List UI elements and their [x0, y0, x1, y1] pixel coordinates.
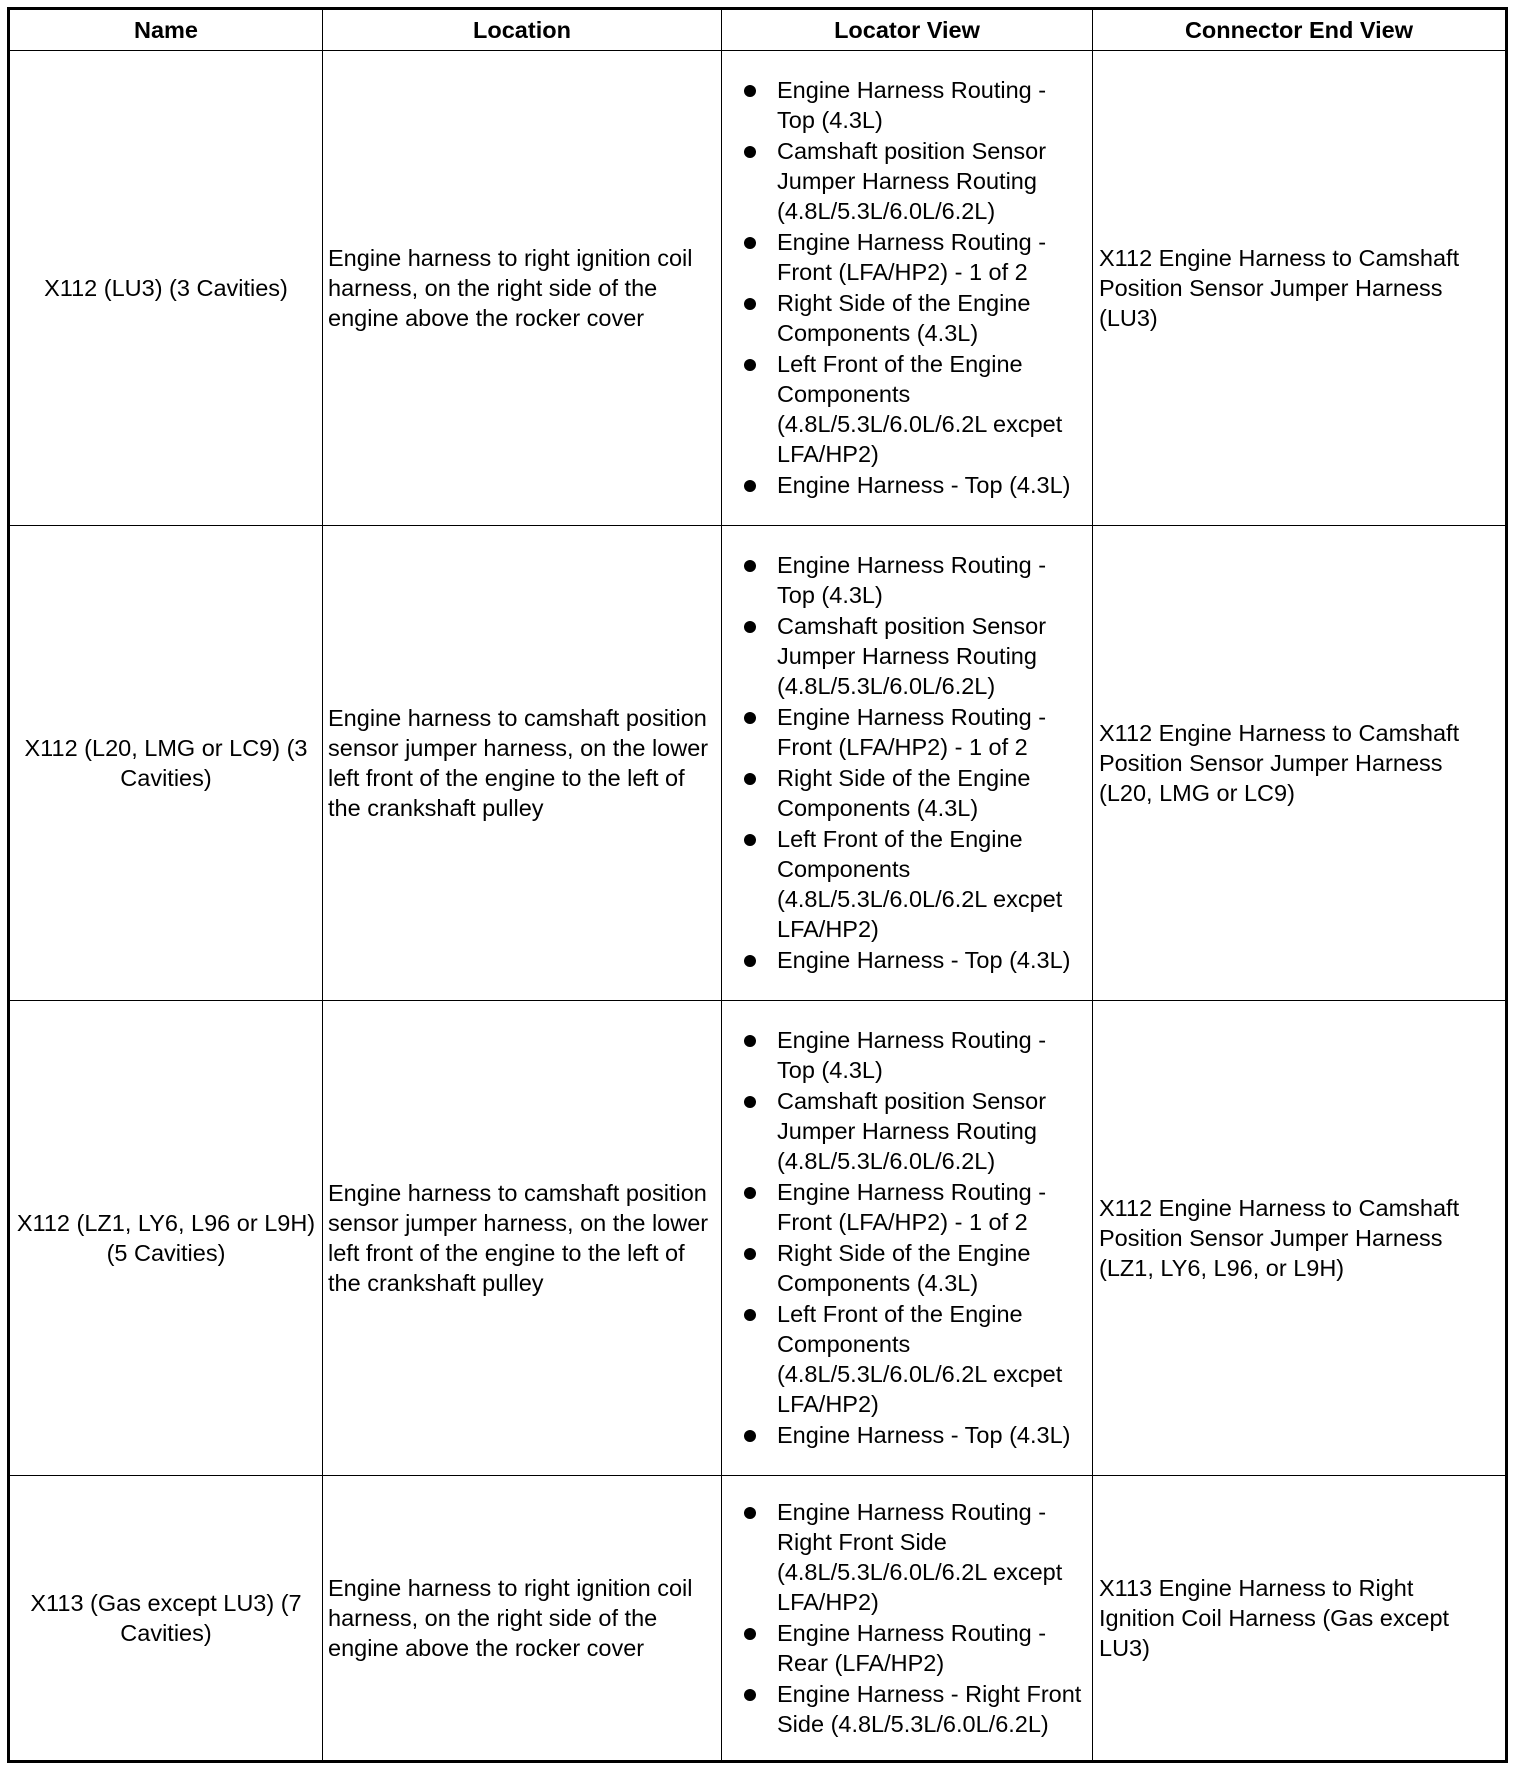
bullet-icon [744, 1035, 756, 1047]
locator-view-cell [722, 526, 1093, 1001]
locator-view-cell [722, 1001, 1093, 1476]
locator-view-item [722, 550, 1084, 610]
connector-table-sheet [7, 7, 1505, 1763]
connector-location-cell: Engine harness to camshaft position sensor jumper harness, on the lower left front of the engine to the left of the crankshaft pulley [323, 526, 722, 1001]
locator-view-list [722, 1497, 1084, 1739]
connector-end-view-cell: X112 Engine Harness to Camshaft Position Sensor Jumper Harness (L20, LMG or LC9) [1093, 526, 1507, 1001]
locator-view-text: Engine Harness Routing - Top (4.3L) [777, 552, 1047, 608]
table-body [9, 51, 1507, 1762]
bullet-icon [744, 1689, 756, 1701]
locator-view-cell [722, 51, 1093, 526]
bullet-icon [744, 480, 756, 492]
locator-view-text: Engine Harness Routing - Front (LFA/HP2) - 1 of 2 [777, 1179, 1047, 1235]
locator-view-text: Left Front of the Engine Components (4.8L/5.3L/6.0L/6.2L excpet LFA/HP2) [777, 826, 1063, 942]
bullet-icon [744, 1628, 756, 1640]
header-locator-view: Locator View [722, 9, 1093, 51]
locator-view-text: Engine Harness Routing - Top (4.3L) [777, 1027, 1047, 1083]
locator-view-text: Camshaft position Sensor Jumper Harness Routing (4.8L/5.3L/6.0L/6.2L) [777, 1088, 1047, 1174]
bullet-icon [744, 1096, 756, 1108]
locator-view-text: Engine Harness - Top (4.3L) [777, 1422, 1071, 1448]
locator-view-item [722, 1238, 1084, 1298]
locator-view-item [722, 1086, 1084, 1176]
connector-name-cell: X112 (L20, LMG or LC9) (3 Cavities) [9, 526, 323, 1001]
header-name: Name [9, 9, 323, 51]
connector-end-view-cell: X112 Engine Harness to Camshaft Position Sensor Jumper Harness (LU3) [1093, 51, 1507, 526]
connector-location-cell: Engine harness to right ignition coil harness, on the right side of the engine above the rocker cover [323, 51, 722, 526]
connector-name-cell: X113 (Gas except LU3) (7 Cavities) [9, 1476, 323, 1762]
bullet-icon [744, 1309, 756, 1321]
locator-view-text: Engine Harness - Right Front Side (4.8L/5.3L/6.0L/6.2L) [777, 1680, 1082, 1737]
header-row [9, 9, 1507, 51]
locator-view-text: Engine Harness Routing - Right Front Side (4.8L/5.3L/6.0L/6.2L except LFA/HP2) [777, 1498, 1063, 1615]
locator-view-item [722, 136, 1084, 226]
locator-view-text: Left Front of the Engine Components (4.8L/5.3L/6.0L/6.2L excpet LFA/HP2) [777, 1301, 1063, 1417]
locator-view-item [722, 763, 1084, 823]
locator-view-cell [722, 1476, 1093, 1762]
bullet-icon [744, 237, 756, 249]
locator-view-text: Engine Harness Routing - Rear (LFA/HP2) [777, 1619, 1047, 1676]
connector-name-cell: X112 (LU3) (3 Cavities) [9, 51, 323, 526]
locator-view-text: Right Side of the Engine Components (4.3L) [777, 765, 1031, 821]
header-location: Location [323, 9, 722, 51]
locator-view-text: Engine Harness Routing - Front (LFA/HP2) - 1 of 2 [777, 704, 1047, 760]
locator-view-item [722, 611, 1084, 701]
bullet-icon [744, 834, 756, 846]
bullet-icon [744, 298, 756, 310]
table-row [9, 526, 1507, 1001]
locator-view-list [722, 75, 1084, 500]
locator-view-text: Right Side of the Engine Components (4.3L) [777, 290, 1031, 346]
bullet-icon [744, 712, 756, 724]
bullet-icon [744, 85, 756, 97]
locator-view-list [722, 1025, 1084, 1450]
locator-view-item [722, 702, 1084, 762]
connector-name-cell: X112 (LZ1, LY6, L96 or L9H) (5 Cavities) [9, 1001, 323, 1476]
locator-view-item [722, 227, 1084, 287]
bullet-icon [744, 146, 756, 158]
connector-end-view-cell: X112 Engine Harness to Camshaft Position Sensor Jumper Harness (LZ1, LY6, L96, or L9H) [1093, 1001, 1507, 1476]
locator-view-item [722, 470, 1084, 500]
locator-view-text: Engine Harness Routing - Top (4.3L) [777, 77, 1047, 133]
bullet-icon [744, 1248, 756, 1260]
table-row [9, 1476, 1507, 1762]
locator-view-list [722, 550, 1084, 975]
locator-view-item [722, 1679, 1084, 1739]
locator-view-item [722, 945, 1084, 975]
locator-view-item [722, 349, 1084, 469]
bullet-icon [744, 560, 756, 572]
locator-view-text: Left Front of the Engine Components (4.8L/5.3L/6.0L/6.2L excpet LFA/HP2) [777, 351, 1063, 467]
locator-view-item [722, 288, 1084, 348]
locator-view-item [722, 824, 1084, 944]
locator-view-text: Camshaft position Sensor Jumper Harness Routing (4.8L/5.3L/6.0L/6.2L) [777, 138, 1047, 224]
locator-view-item [722, 1618, 1084, 1678]
bullet-icon [744, 1187, 756, 1199]
connector-end-view-cell: X113 Engine Harness to Right Ignition Coil Harness (Gas except LU3) [1093, 1476, 1507, 1762]
locator-view-item [722, 75, 1084, 135]
locator-view-text: Camshaft position Sensor Jumper Harness Routing (4.8L/5.3L/6.0L/6.2L) [777, 613, 1047, 699]
bullet-icon [744, 1507, 756, 1519]
bullet-icon [744, 1430, 756, 1442]
header-connector-end-view: Connector End View [1093, 9, 1507, 51]
bullet-icon [744, 359, 756, 371]
bullet-icon [744, 955, 756, 967]
locator-view-item [722, 1177, 1084, 1237]
locator-view-item [722, 1497, 1084, 1617]
locator-view-text: Engine Harness - Top (4.3L) [777, 472, 1071, 498]
locator-view-item [722, 1299, 1084, 1419]
bullet-icon [744, 773, 756, 785]
locator-view-item [722, 1420, 1084, 1450]
connector-table [7, 7, 1508, 1763]
locator-view-text: Right Side of the Engine Components (4.3L) [777, 1240, 1031, 1296]
connector-location-cell: Engine harness to right ignition coil harness, on the right side of the engine above the rocker cover [323, 1476, 722, 1762]
connector-location-cell: Engine harness to camshaft position sensor jumper harness, on the lower left front of the engine to the left of the crankshaft pulley [323, 1001, 722, 1476]
locator-view-item [722, 1025, 1084, 1085]
table-row [9, 51, 1507, 526]
locator-view-text: Engine Harness Routing - Front (LFA/HP2) - 1 of 2 [777, 229, 1047, 285]
locator-view-text: Engine Harness - Top (4.3L) [777, 947, 1071, 973]
table-header [9, 9, 1507, 51]
table-row [9, 1001, 1507, 1476]
bullet-icon [744, 621, 756, 633]
